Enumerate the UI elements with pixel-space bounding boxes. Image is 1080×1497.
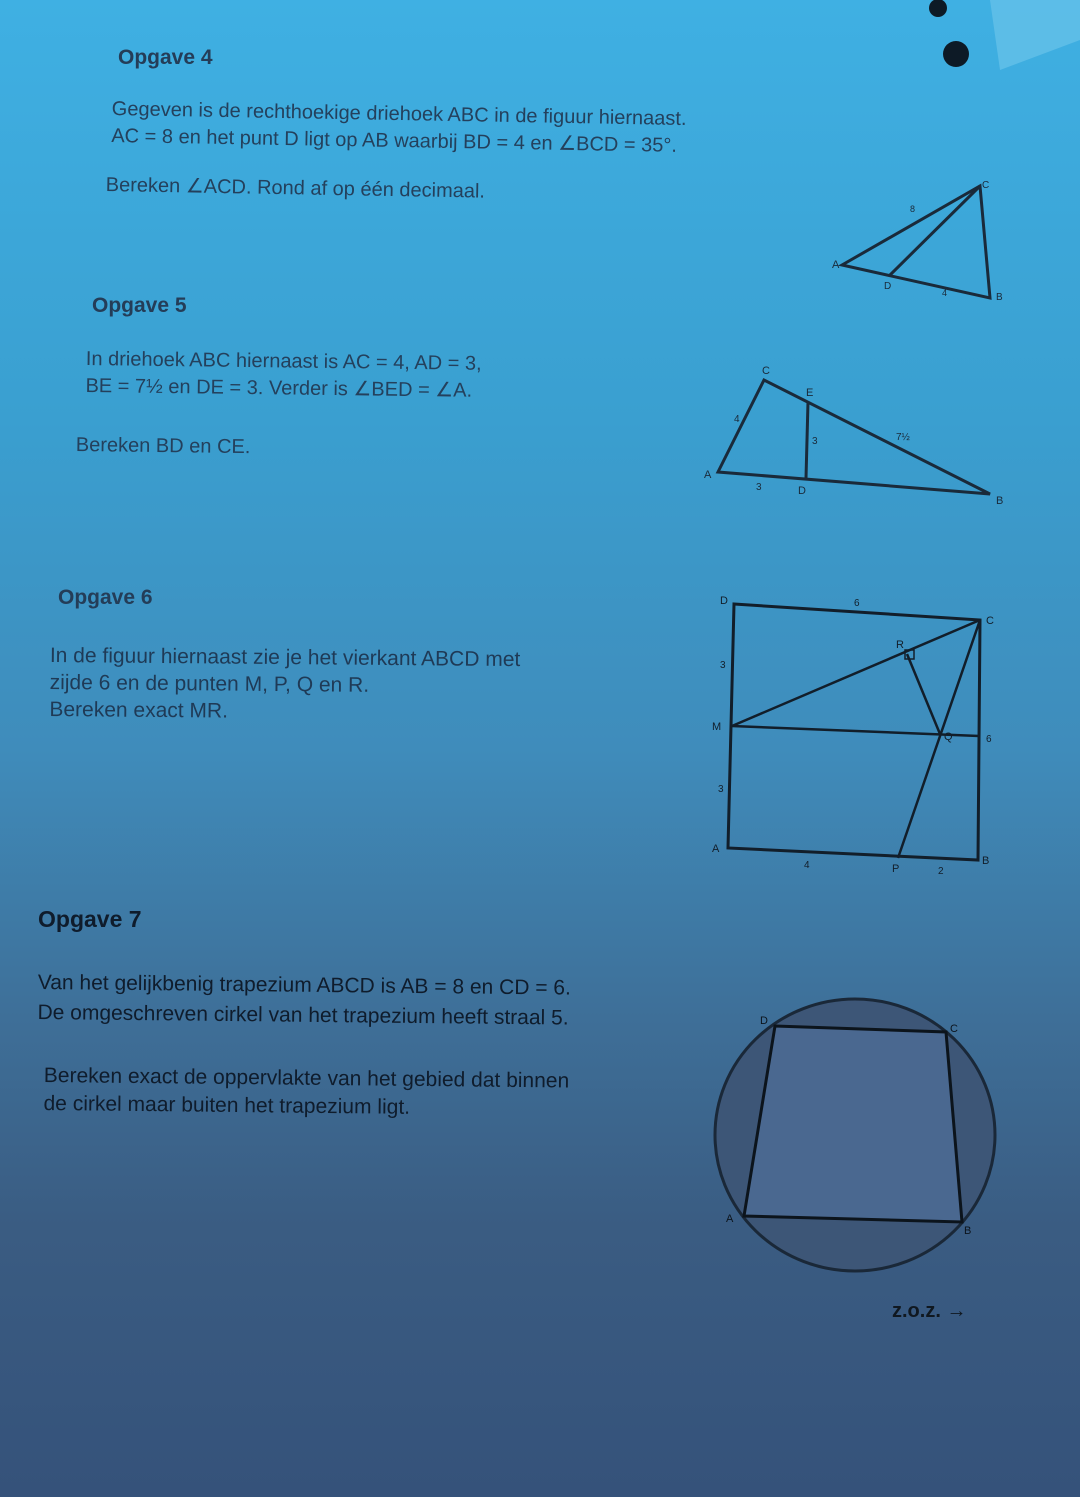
label-p: P: [892, 863, 900, 875]
problem-7-question-line-1: Bereken exact de oppervlakte van het gebied dat binnen: [43, 1063, 570, 1093]
label-de-length: 3: [812, 436, 818, 447]
problem-4-figure: [820, 170, 1020, 310]
paper-fold: [990, 0, 1080, 70]
label-a: A: [726, 1213, 734, 1225]
label-b: B: [982, 855, 990, 867]
label-top-length: 6: [854, 598, 860, 609]
label-d: D: [720, 595, 728, 607]
problem-4-line-2: AC = 8 en het punt D ligt op AB waarbij BD = 4 en ∠BCD = 35°.: [111, 124, 678, 157]
label-bc-length: 6: [986, 734, 992, 745]
problem-5-question: Bereken BD en CE.: [75, 433, 251, 459]
problem-5-line-1: In driehoek ABC hiernaast is AC = 4, AD = 3,: [85, 347, 482, 375]
problem-4-line-1: Gegeven is de rechthoekige driehoek ABC in de figuur hiernaast.: [111, 97, 687, 131]
problem-5-heading: Opgave 5: [92, 294, 187, 317]
problem-7: [38, 906, 142, 933]
segment-rq: [907, 654, 940, 734]
trapezium-abcd: [744, 1026, 962, 1222]
label-d: D: [798, 485, 806, 497]
label-c: C: [762, 365, 770, 377]
problem-4-text: [111, 96, 812, 162]
label-a: A: [712, 843, 720, 855]
label-be-length: 7½: [896, 432, 910, 443]
problem-7-question-line-2: de cirkel maar buiten het trapezium ligt.: [43, 1091, 411, 1119]
triangle-abc: [718, 380, 990, 494]
label-a: A: [832, 259, 840, 271]
label-c: C: [986, 615, 994, 627]
label-b: B: [996, 495, 1004, 507]
page-corner-decoration: [900, 0, 1080, 120]
problem-7-line-1: Van het gelijkbenig trapezium ABCD is AB = 8 en CD = 6.: [37, 970, 572, 1000]
problem-5-figure: [700, 360, 1020, 510]
problem-7-heading: Opgave 7: [38, 906, 142, 932]
label-ad-length: 3: [756, 482, 762, 493]
punch-hole: [943, 41, 969, 67]
problem-4-heading: Opgave 4: [118, 46, 213, 69]
problem-7-text: [37, 968, 718, 1035]
problem-5-text: [85, 346, 706, 408]
label-d: D: [884, 281, 892, 292]
label-ac-length: 4: [734, 414, 740, 425]
label-dm-length: 3: [720, 660, 726, 671]
label-d: D: [760, 1015, 768, 1027]
label-b: B: [964, 1225, 972, 1237]
segment-mc: [732, 620, 980, 726]
label-b: B: [996, 292, 1003, 303]
label-r: R: [896, 639, 904, 651]
problem-7-figure: [700, 990, 1010, 1290]
label-q: Q: [944, 731, 953, 743]
problem-6-heading: Opgave 6: [58, 586, 153, 609]
problem-7-question: [43, 1062, 724, 1125]
label-a: A: [704, 469, 712, 481]
label-c: C: [982, 180, 990, 191]
problem-6-text: [49, 642, 690, 729]
problem-6-line-1: In de figuur hiernaast zie je het vierkant ABCD met: [49, 643, 521, 672]
label-m: M: [712, 721, 722, 733]
problem-5: [92, 294, 187, 318]
problem-6-line-2: zijde 6 en de punten M, P, Q en R.: [49, 670, 370, 697]
punch-hole: [929, 0, 947, 17]
label-e: E: [806, 387, 814, 399]
label-c: C: [950, 1023, 958, 1035]
label-ac-length: 8: [910, 204, 916, 214]
label-ap-length: 4: [804, 860, 810, 871]
problem-6: [58, 586, 153, 610]
problem-5-line-2: BE = 7½ en DE = 3. Verder is ∠BED = ∠A.: [85, 374, 473, 402]
triangle-abc: [842, 186, 990, 298]
label-ma-length: 3: [718, 784, 724, 795]
segment-cp: [898, 620, 980, 858]
label-pb-length: 2: [938, 866, 944, 877]
problem-7-line-2: De omgeschreven cirkel van het trapezium heeft straal 5.: [37, 1000, 569, 1030]
problem-4-question: Bereken ∠ACD. Rond af op één decimaal.: [105, 173, 486, 203]
segment-de: [806, 402, 808, 478]
turn-over-note: z.o.z. →: [892, 1300, 967, 1322]
problem-4: [118, 46, 818, 70]
problem-6-figure: [700, 590, 1020, 880]
problem-6-line-3: Bereken exact MR.: [49, 697, 229, 723]
label-bd-length: 4: [942, 288, 948, 298]
